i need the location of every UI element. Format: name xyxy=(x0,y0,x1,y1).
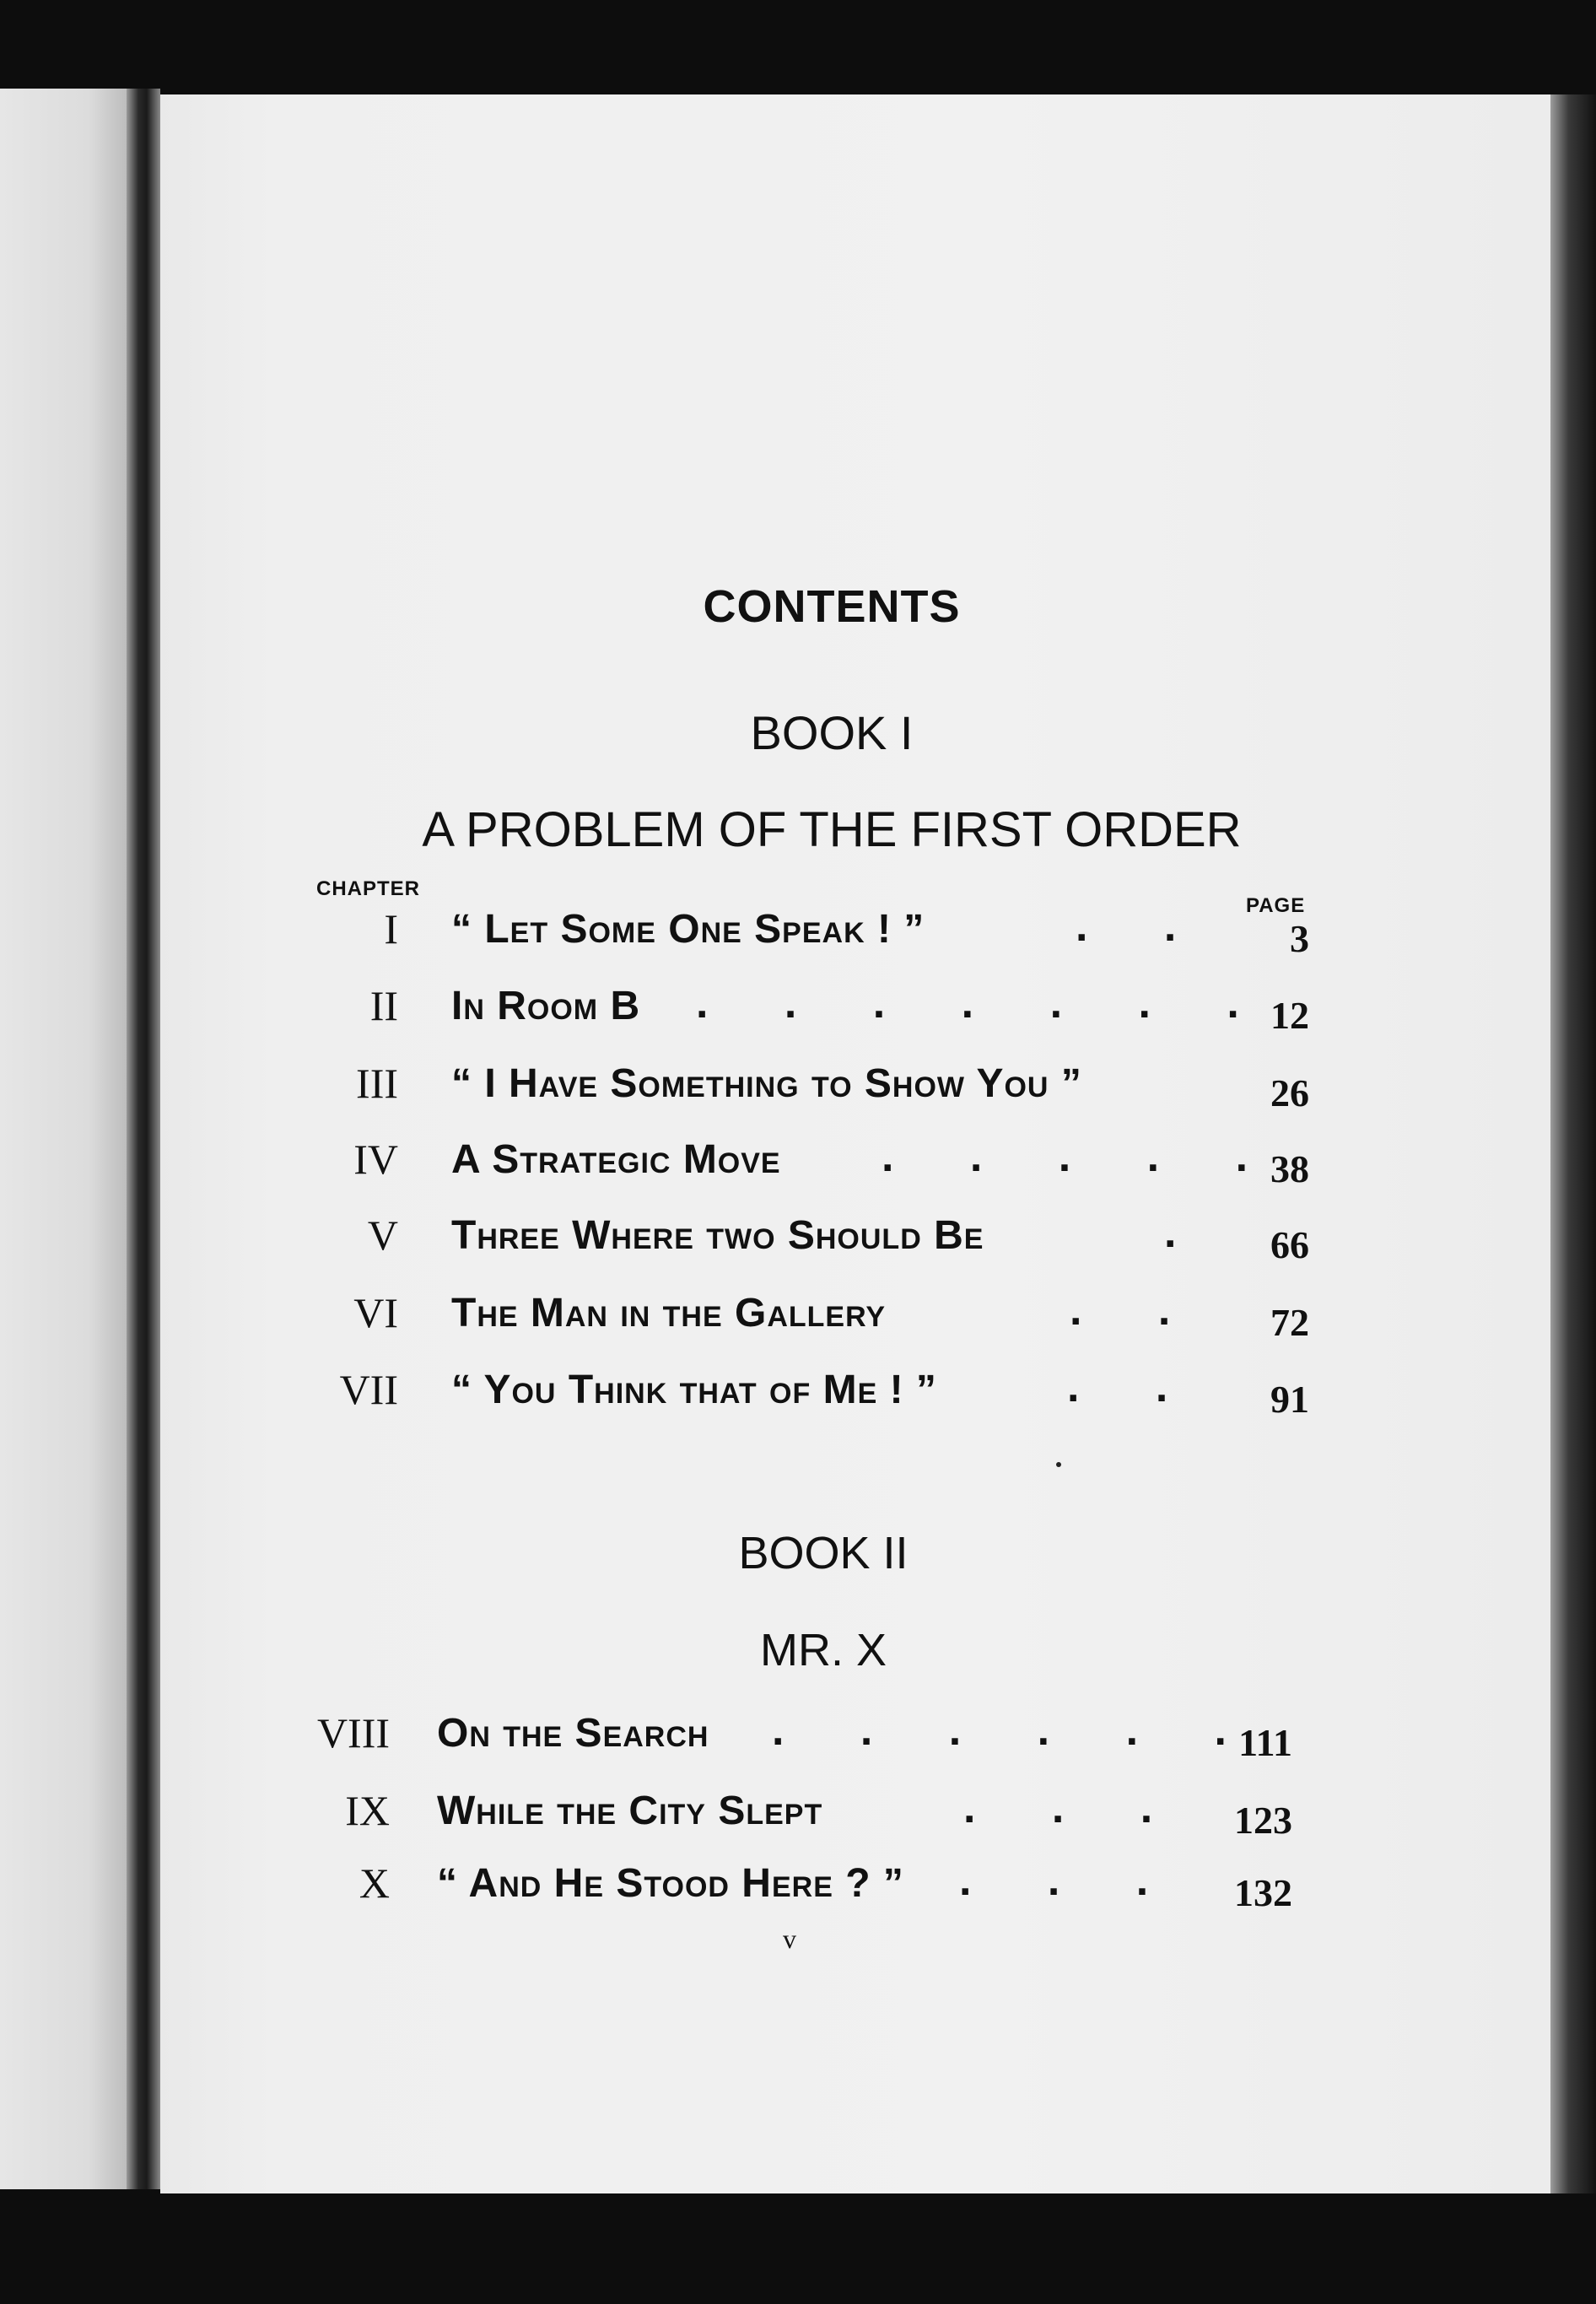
leader-dots: . . . xyxy=(963,1783,1185,1832)
book-2-label: BOOK II xyxy=(738,1528,909,1578)
toc-entry[interactable] xyxy=(0,1288,1596,1347)
contents-heading: CONTENTS xyxy=(703,581,961,632)
leader-dots: . . xyxy=(1070,1286,1203,1335)
leader-dots: . . xyxy=(1067,1362,1200,1411)
chapter-number: IX xyxy=(345,1787,390,1834)
chapter-title: The Man in the Gallery xyxy=(451,1291,887,1335)
toc-entry[interactable] xyxy=(0,1783,1596,1845)
book-1-label: BOOK I xyxy=(750,706,914,759)
leader-dots: . xyxy=(1164,1208,1209,1257)
chapter-number: III xyxy=(356,1060,398,1107)
chapter-title: “ You Think that of Me ! ” xyxy=(451,1368,937,1412)
page-number: 132 xyxy=(1234,1871,1292,1914)
chapter-title: A Strategic Move xyxy=(451,1137,781,1182)
toc-entry[interactable] xyxy=(0,1208,1596,1270)
chapter-number: V xyxy=(367,1211,398,1259)
page-folio: v xyxy=(783,1924,796,1954)
toc-entry[interactable] xyxy=(0,1362,1596,1424)
toc-entry[interactable] xyxy=(0,1856,1596,1918)
chapter-title: While the City Slept xyxy=(437,1789,823,1833)
page-number: 111 xyxy=(1238,1721,1292,1764)
leader-dots: . . . xyxy=(959,1856,1181,1905)
chapter-title: Three Where two Should Be xyxy=(451,1213,984,1258)
page-number: 66 xyxy=(1270,1223,1309,1266)
chapter-title: “ I Have Something to Show You ” xyxy=(451,1061,1082,1106)
leader-dots: . . . . . . xyxy=(772,1706,1259,1755)
chapter-title: In Room B xyxy=(451,984,641,1028)
chapter-number: X xyxy=(359,1859,390,1907)
page-number: 12 xyxy=(1270,994,1309,1037)
chapter-number: IV xyxy=(353,1136,398,1183)
chapter-number: VIII xyxy=(316,1709,390,1756)
chapter-number: VI xyxy=(353,1289,398,1336)
chapter-title: On the Search xyxy=(437,1711,709,1756)
toc-entry[interactable] xyxy=(0,1132,1596,1194)
page-column-label: PAGE xyxy=(1246,894,1306,917)
toc-entry[interactable] xyxy=(0,1708,1596,1767)
page-number: 3 xyxy=(1290,917,1309,960)
leader-dots: . . xyxy=(1076,902,1209,951)
toc-entry[interactable] xyxy=(0,981,1596,1040)
page-number: 123 xyxy=(1234,1799,1292,1842)
leader-dots: . . . . . xyxy=(882,1132,1281,1181)
chapter-column-label: CHAPTER xyxy=(316,877,421,900)
chapter-number: VII xyxy=(339,1366,398,1413)
page-number: 26 xyxy=(1270,1071,1309,1114)
book-1-subtitle: A PROBLEM OF THE FIRST ORDER xyxy=(422,802,1242,857)
page-number: 72 xyxy=(1270,1301,1309,1344)
book-2-subtitle: MR. X xyxy=(759,1625,887,1675)
print-speck xyxy=(1056,1462,1061,1467)
scan-bottom-border xyxy=(0,2193,1596,2304)
toc-entry[interactable] xyxy=(0,904,1596,963)
page-number: 91 xyxy=(1270,1378,1309,1421)
chapter-title: “ Let Some One Speak ! ” xyxy=(451,907,925,952)
leader-dots: . . . . . . . xyxy=(696,979,1271,1028)
chapter-number: II xyxy=(369,982,398,1029)
chapter-number: I xyxy=(384,905,398,952)
chapter-title: “ And He Stood Here ? ” xyxy=(437,1861,904,1906)
page-number: 38 xyxy=(1270,1147,1309,1190)
toc-entry[interactable] xyxy=(0,1059,1596,1118)
